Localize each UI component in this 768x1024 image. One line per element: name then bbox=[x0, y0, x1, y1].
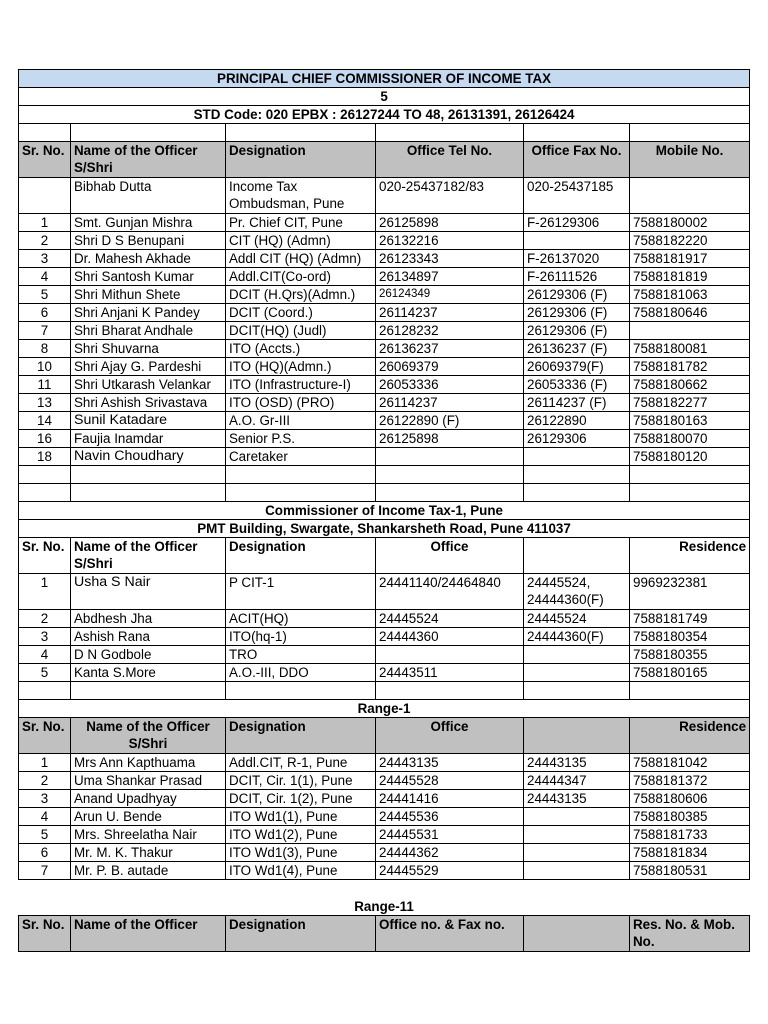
range11-header-row bbox=[19, 916, 750, 952]
sr-no-cell: 6 bbox=[19, 304, 71, 322]
col-fax-header: Office Fax No. bbox=[524, 142, 630, 178]
office-cell: 24445529 bbox=[376, 862, 524, 880]
table-row bbox=[19, 304, 750, 322]
sr-no-cell: 4 bbox=[19, 646, 71, 664]
col-blank-header bbox=[524, 718, 630, 754]
office-fax-cell: 24444347 bbox=[524, 772, 630, 790]
officer-name-cell: Shri Utkarash Velankar bbox=[71, 376, 226, 394]
office-tel-cell: 26114237 bbox=[376, 304, 524, 322]
sr-no-cell: 2 bbox=[19, 232, 71, 250]
sr-no-cell: 1 bbox=[19, 754, 71, 772]
residence-cell: 7588180531 bbox=[630, 862, 750, 880]
sr-no-cell: 14 bbox=[19, 412, 71, 430]
mobile-cell: 7588181063 bbox=[630, 286, 750, 304]
residence-cell: 7588180165 bbox=[630, 664, 750, 682]
office-fax-cell bbox=[524, 646, 630, 664]
mobile-cell: 7588180646 bbox=[630, 304, 750, 322]
designation-cell: CIT (HQ) (Admn) bbox=[226, 232, 376, 250]
mobile-cell: 7588180081 bbox=[630, 340, 750, 358]
col-designation-header: Designation bbox=[226, 718, 376, 754]
officer-name-cell: Mr. M. K. Thakur bbox=[71, 844, 226, 862]
residence-cell: 7588181372 bbox=[630, 772, 750, 790]
std-code: STD Code: 020 EPBX : 26127244 TO 48, 26131391, 26126424 bbox=[19, 106, 750, 124]
office-fax-cell: 26136237 (F) bbox=[524, 340, 630, 358]
office-title: PRINCIPAL CHIEF COMMISSIONER OF INCOME TAX bbox=[19, 70, 750, 88]
designation-cell: ITO Wd1(1), Pune bbox=[226, 808, 376, 826]
header-row bbox=[19, 142, 750, 178]
mobile-cell: 7588181782 bbox=[630, 358, 750, 376]
designation-cell: ITO Wd1(4), Pune bbox=[226, 862, 376, 880]
office-fax-cell bbox=[524, 664, 630, 682]
office-fax-cell: 26129306 bbox=[524, 430, 630, 448]
mobile-cell bbox=[630, 178, 750, 214]
col-designation-header: Designation bbox=[226, 142, 376, 178]
sr-no-cell: 1 bbox=[19, 214, 71, 232]
sr-no-cell: 16 bbox=[19, 430, 71, 448]
office-cell: 24445528 bbox=[376, 772, 524, 790]
table-row bbox=[19, 358, 750, 376]
col-name-header: Name of the Officer S/Shri bbox=[71, 538, 226, 574]
mobile-cell: 7588180002 bbox=[630, 214, 750, 232]
officer-name-cell: Sunil Katadare bbox=[71, 412, 226, 430]
col-sr-header: Sr. No. bbox=[19, 142, 71, 178]
office2-header-row bbox=[19, 538, 750, 574]
office-cell: 24444362 bbox=[376, 844, 524, 862]
col-tel-header: Office Tel No. bbox=[376, 142, 524, 178]
officer-name-cell: Kanta S.More bbox=[71, 664, 226, 682]
office-cell bbox=[376, 646, 524, 664]
office-cell: 24443135 bbox=[376, 754, 524, 772]
office-tel-cell: 26053336 bbox=[376, 376, 524, 394]
sr-no-cell: 1 bbox=[19, 574, 71, 610]
designation-cell: TRO bbox=[226, 646, 376, 664]
sr-no-cell: 8 bbox=[19, 340, 71, 358]
office-fax-cell: 020-25437185 bbox=[524, 178, 630, 214]
office-fax-cell bbox=[524, 862, 630, 880]
office-fax-cell: 24443135 bbox=[524, 754, 630, 772]
office-cell: 24443511 bbox=[376, 664, 524, 682]
officer-name-cell: Bibhab Dutta bbox=[71, 178, 226, 214]
officer-name-cell: Faujia Inamdar bbox=[71, 430, 226, 448]
range11-title: Range-11 bbox=[19, 880, 750, 916]
office-tel-cell: 26124349 bbox=[376, 286, 524, 304]
title-row bbox=[19, 70, 750, 88]
office2-rows bbox=[19, 574, 750, 682]
designation-cell: ITO(hq-1) bbox=[226, 628, 376, 646]
officer-name-cell: Shri Ashish Srivastava bbox=[71, 394, 226, 412]
col-name-header: Name of the Officer S/Shri bbox=[71, 718, 226, 754]
designation-cell: ITO Wd1(2), Pune bbox=[226, 826, 376, 844]
col-name-header: Name of the Officer bbox=[71, 916, 226, 952]
col-office-header: Office bbox=[376, 718, 524, 754]
designation-cell: P CIT-1 bbox=[226, 574, 376, 610]
table-row bbox=[19, 844, 750, 862]
office-fax-cell: 26129306 (F) bbox=[524, 304, 630, 322]
office-fax-cell: F-26129306 bbox=[524, 214, 630, 232]
table-row bbox=[19, 412, 750, 430]
residence-cell: 7588181042 bbox=[630, 754, 750, 772]
designation-cell: DCIT, Cir. 1(2), Pune bbox=[226, 790, 376, 808]
officer-name-cell: Dr. Mahesh Akhade bbox=[71, 250, 226, 268]
office-cell: 24444360 bbox=[376, 628, 524, 646]
table-row bbox=[19, 826, 750, 844]
office-cell: 24441140/24464840 bbox=[376, 574, 524, 610]
table-row bbox=[19, 286, 750, 304]
sr-no-cell: 13 bbox=[19, 394, 71, 412]
officer-name-cell: D N Godbole bbox=[71, 646, 226, 664]
blank-row bbox=[19, 466, 750, 484]
sr-no-cell: 5 bbox=[19, 664, 71, 682]
office-fax-cell: 24444360(F) bbox=[524, 628, 630, 646]
table-row bbox=[19, 754, 750, 772]
office2-title-row bbox=[19, 502, 750, 520]
office-tel-cell: 26136237 bbox=[376, 340, 524, 358]
col-blank-header bbox=[524, 916, 630, 952]
office1-rows bbox=[19, 178, 750, 466]
designation-cell: ITO (Infrastructure-I) bbox=[226, 376, 376, 394]
office-tel-cell: 26123343 bbox=[376, 250, 524, 268]
officer-name-cell: Shri Ajay G. Pardeshi bbox=[71, 358, 226, 376]
range1-rows bbox=[19, 754, 750, 880]
officer-name-cell: Ashish Rana bbox=[71, 628, 226, 646]
designation-cell: ITO (Accts.) bbox=[226, 340, 376, 358]
designation-cell: Caretaker bbox=[226, 448, 376, 466]
table-row bbox=[19, 376, 750, 394]
mobile-cell: 7588180662 bbox=[630, 376, 750, 394]
office-fax-cell bbox=[524, 232, 630, 250]
table-row bbox=[19, 610, 750, 628]
mobile-cell: 7588180070 bbox=[630, 430, 750, 448]
table-row bbox=[19, 664, 750, 682]
col-res-mob-header: Res. No. & Mob. No. bbox=[630, 916, 750, 952]
mobile-cell: 7588181819 bbox=[630, 268, 750, 286]
office-tel-cell: 26069379 bbox=[376, 358, 524, 376]
officer-name-cell: Abdhesh Jha bbox=[71, 610, 226, 628]
officer-name-cell: Smt. Gunjan Mishra bbox=[71, 214, 226, 232]
office-tel-cell: 26132216 bbox=[376, 232, 524, 250]
office-fax-cell bbox=[524, 808, 630, 826]
office2-title: Commissioner of Income Tax-1, Pune bbox=[19, 502, 750, 520]
designation-cell: DCIT(HQ) (Judl) bbox=[226, 322, 376, 340]
table-row bbox=[19, 430, 750, 448]
table-row bbox=[19, 772, 750, 790]
officer-name-cell: Uma Shankar Prasad bbox=[71, 772, 226, 790]
sr-no-cell bbox=[19, 178, 71, 214]
table-row bbox=[19, 790, 750, 808]
officer-directory-table bbox=[18, 69, 750, 952]
office-cell: 24445524 bbox=[376, 610, 524, 628]
office-fax-cell: 26114237 (F) bbox=[524, 394, 630, 412]
table-row bbox=[19, 178, 750, 214]
designation-cell: DCIT (Coord.) bbox=[226, 304, 376, 322]
office-fax-cell: 26122890 bbox=[524, 412, 630, 430]
office-fax-cell: 26129306 (F) bbox=[524, 322, 630, 340]
designation-cell: Addl.CIT, R-1, Pune bbox=[226, 754, 376, 772]
designation-cell: Income Tax Ombudsman, Pune bbox=[226, 178, 376, 214]
officer-name-cell: Shri Mithun Shete bbox=[71, 286, 226, 304]
office-fax-cell: 26053336 (F) bbox=[524, 376, 630, 394]
sr-no-cell: 18 bbox=[19, 448, 71, 466]
sr-no-cell: 7 bbox=[19, 322, 71, 340]
office-tel-cell: 26134897 bbox=[376, 268, 524, 286]
officer-name-cell: Shri D S Benupani bbox=[71, 232, 226, 250]
col-mobile-header: Mobile No. bbox=[630, 142, 750, 178]
officer-name-cell: Navin Choudhary bbox=[71, 448, 226, 466]
officer-name-cell: Arun U. Bende bbox=[71, 808, 226, 826]
officer-name-cell: Usha S Nair bbox=[71, 574, 226, 610]
office-cell: 24441416 bbox=[376, 790, 524, 808]
officer-name-cell: Shri Bharat Andhale bbox=[71, 322, 226, 340]
sr-no-cell: 2 bbox=[19, 610, 71, 628]
range1-title: Range-1 bbox=[19, 700, 750, 718]
office-fax-cell: 24445524, 24444360(F) bbox=[524, 574, 630, 610]
office-tel-cell: 26114237 bbox=[376, 394, 524, 412]
mobile-cell: 7588180163 bbox=[630, 412, 750, 430]
office-tel-cell: 26125898 bbox=[376, 430, 524, 448]
sr-no-cell: 3 bbox=[19, 790, 71, 808]
officer-name-cell: Shri Shuvarna bbox=[71, 340, 226, 358]
office-fax-cell: 24443135 bbox=[524, 790, 630, 808]
spreadsheet bbox=[18, 69, 749, 952]
table-row bbox=[19, 448, 750, 466]
office-tel-cell: 26128232 bbox=[376, 322, 524, 340]
col-sr-header: Sr. No. bbox=[19, 718, 71, 754]
office-tel-cell: 26125898 bbox=[376, 214, 524, 232]
office-fax-cell: 26129306 (F) bbox=[524, 286, 630, 304]
sr-no-cell: 3 bbox=[19, 628, 71, 646]
col-sr-header: Sr. No. bbox=[19, 538, 71, 574]
mobile-cell: 7588180120 bbox=[630, 448, 750, 466]
page-number: 5 bbox=[19, 88, 750, 106]
range1-header-row bbox=[19, 718, 750, 754]
blank-row bbox=[19, 682, 750, 700]
officer-name-cell: Shri Anjani K Pandey bbox=[71, 304, 226, 322]
office-tel-cell bbox=[376, 448, 524, 466]
designation-cell: ACIT(HQ) bbox=[226, 610, 376, 628]
mobile-cell: 7588182277 bbox=[630, 394, 750, 412]
designation-cell: A.O.-III, DDO bbox=[226, 664, 376, 682]
office-cell: 24445531 bbox=[376, 826, 524, 844]
designation-cell: ITO Wd1(3), Pune bbox=[226, 844, 376, 862]
designation-cell: ITO (HQ)(Admn.) bbox=[226, 358, 376, 376]
mobile-cell bbox=[630, 322, 750, 340]
office2-address: PMT Building, Swargate, Shankarsheth Road, Pune 411037 bbox=[19, 520, 750, 538]
designation-cell: Addl.CIT(Co-ord) bbox=[226, 268, 376, 286]
officer-name-cell: Mrs Ann Kapthuama bbox=[71, 754, 226, 772]
officer-name-cell: Mr. P. B. autade bbox=[71, 862, 226, 880]
office-fax-cell: 24445524 bbox=[524, 610, 630, 628]
office-fax-cell: F-26111526 bbox=[524, 268, 630, 286]
range11-title-row bbox=[19, 880, 750, 916]
mobile-cell: 7588181917 bbox=[630, 250, 750, 268]
designation-cell: DCIT (H.Qrs)(Admn.) bbox=[226, 286, 376, 304]
designation-cell: Senior P.S. bbox=[226, 430, 376, 448]
page-number-row bbox=[19, 88, 750, 106]
designation-cell: A.O. Gr-III bbox=[226, 412, 376, 430]
table-row bbox=[19, 340, 750, 358]
col-designation-header: Designation bbox=[226, 916, 376, 952]
office-fax-cell: F-26137020 bbox=[524, 250, 630, 268]
residence-cell: 7588181749 bbox=[630, 610, 750, 628]
table-row bbox=[19, 268, 750, 286]
residence-cell: 7588180354 bbox=[630, 628, 750, 646]
sr-no-cell: 11 bbox=[19, 376, 71, 394]
residence-cell: 7588181834 bbox=[630, 844, 750, 862]
col-residence-header: Residence bbox=[630, 538, 750, 574]
residence-cell: 7588181733 bbox=[630, 826, 750, 844]
col-office-header: Office bbox=[376, 538, 524, 574]
designation-cell: DCIT, Cir. 1(1), Pune bbox=[226, 772, 376, 790]
table-row bbox=[19, 394, 750, 412]
table-row bbox=[19, 250, 750, 268]
col-name-header: Name of the Officer S/Shri bbox=[71, 142, 226, 178]
office-tel-cell: 020-25437182/83 bbox=[376, 178, 524, 214]
sr-no-cell: 5 bbox=[19, 826, 71, 844]
table-row bbox=[19, 808, 750, 826]
blank-row bbox=[19, 124, 750, 142]
designation-cell: Addl CIT (HQ) (Admn) bbox=[226, 250, 376, 268]
col-office-fax-header: Office no. & Fax no. bbox=[376, 916, 524, 952]
table-row bbox=[19, 574, 750, 610]
officer-name-cell: Shri Santosh Kumar bbox=[71, 268, 226, 286]
col-sr-header: Sr. No. bbox=[19, 916, 71, 952]
office-fax-cell bbox=[524, 826, 630, 844]
table-row bbox=[19, 628, 750, 646]
blank-row bbox=[19, 484, 750, 502]
office-tel-cell: 26122890 (F) bbox=[376, 412, 524, 430]
sr-no-cell: 6 bbox=[19, 844, 71, 862]
table-row bbox=[19, 322, 750, 340]
residence-cell: 7588180355 bbox=[630, 646, 750, 664]
sr-no-cell: 7 bbox=[19, 862, 71, 880]
residence-cell: 7588180385 bbox=[630, 808, 750, 826]
designation-cell: Pr. Chief CIT, Pune bbox=[226, 214, 376, 232]
sr-no-cell: 4 bbox=[19, 268, 71, 286]
mobile-cell: 7588182220 bbox=[630, 232, 750, 250]
office-fax-cell: 26069379(F) bbox=[524, 358, 630, 376]
col-blank-header bbox=[524, 538, 630, 574]
sr-no-cell: 5 bbox=[19, 286, 71, 304]
range1-title-row bbox=[19, 700, 750, 718]
office-cell: 24445536 bbox=[376, 808, 524, 826]
sr-no-cell: 3 bbox=[19, 250, 71, 268]
sr-no-cell: 2 bbox=[19, 772, 71, 790]
table-row bbox=[19, 232, 750, 250]
sr-no-cell: 4 bbox=[19, 808, 71, 826]
officer-name-cell: Anand Upadhyay bbox=[71, 790, 226, 808]
office-fax-cell bbox=[524, 448, 630, 466]
table-row bbox=[19, 646, 750, 664]
designation-cell: ITO (OSD) (PRO) bbox=[226, 394, 376, 412]
col-residence-header: Residence bbox=[630, 718, 750, 754]
std-code-row bbox=[19, 106, 750, 124]
officer-name-cell: Mrs. Shreelatha Nair bbox=[71, 826, 226, 844]
table-row bbox=[19, 862, 750, 880]
residence-cell: 7588180606 bbox=[630, 790, 750, 808]
table-row bbox=[19, 214, 750, 232]
office-fax-cell bbox=[524, 844, 630, 862]
col-designation-header: Designation bbox=[226, 538, 376, 574]
sr-no-cell: 10 bbox=[19, 358, 71, 376]
residence-cell: 9969232381 bbox=[630, 574, 750, 610]
office2-address-row bbox=[19, 520, 750, 538]
